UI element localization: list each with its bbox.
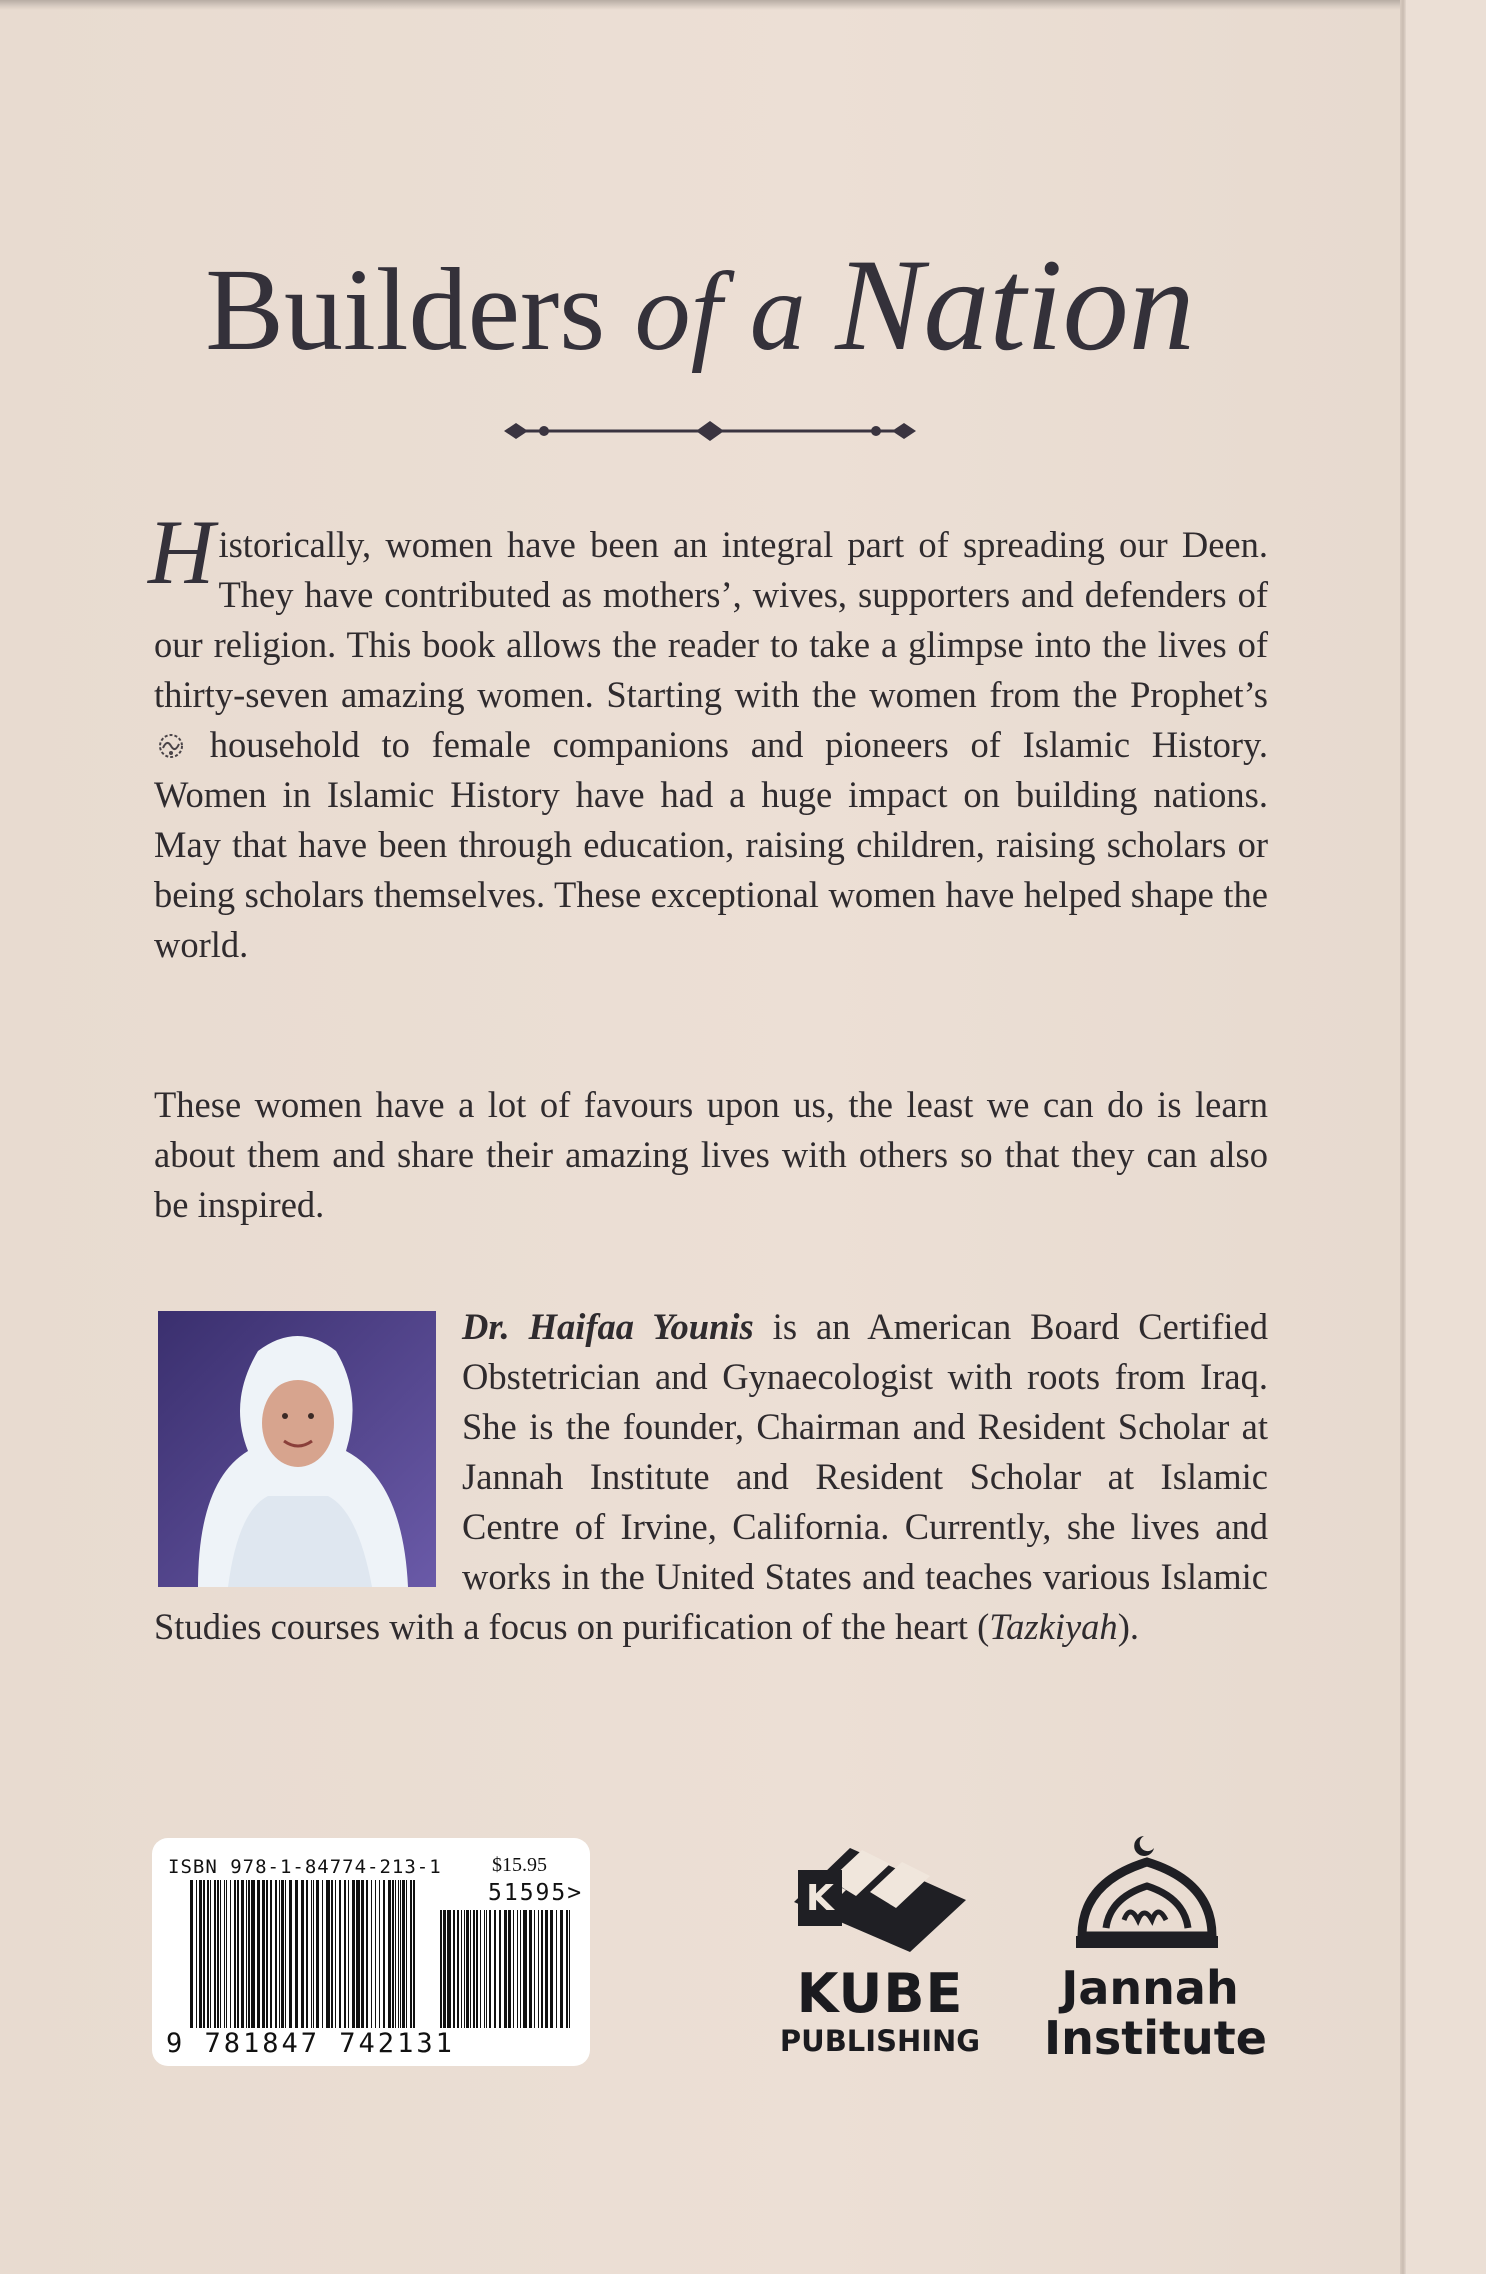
barcode-bar <box>210 1880 211 2028</box>
barcode-bar <box>281 1880 284 2028</box>
barcode-bar <box>214 1880 216 2028</box>
top-edge-shadow <box>0 0 1486 10</box>
barcode-bar <box>541 1910 543 2028</box>
barcode-bar <box>504 1910 507 2028</box>
tazkiyah-term: Tazkiyah <box>989 1606 1118 1647</box>
barcode-bar <box>352 1880 355 2028</box>
barcode-bar <box>545 1910 548 2028</box>
barcode-bar <box>326 1880 330 2028</box>
isbn-barcode <box>152 1838 590 2066</box>
barcode-bar <box>224 1880 225 2028</box>
barcode-bar <box>270 1880 272 2028</box>
barcode-bar <box>566 1910 568 2028</box>
description-paragraph <box>148 501 1268 970</box>
title-part-builders: Builders <box>205 244 606 375</box>
barcode-bar <box>279 1880 280 2028</box>
title-divider-ornament <box>500 414 920 448</box>
barcode-bar <box>443 1910 446 2028</box>
barcode-bar <box>295 1880 298 2028</box>
barcode-bar <box>489 1910 491 2028</box>
barcode-bar <box>480 1910 481 2028</box>
barcode-bar <box>348 1880 349 2028</box>
ean-digits: 9 781847 742131 <box>166 2028 455 2059</box>
barcode-bar <box>316 1880 319 2028</box>
price-addon-bars <box>440 1910 572 2028</box>
barcode-bar <box>217 1880 219 2028</box>
jannah-wordmark: Jannah <box>1061 1961 1239 2015</box>
barcode-bar <box>199 1880 202 2028</box>
barcode-bar <box>517 1910 518 2028</box>
barcode-bar <box>361 1880 364 2028</box>
barcode-bar <box>322 1880 323 2028</box>
barcode-bar <box>513 1910 514 2028</box>
barcode-bar <box>237 1880 239 2028</box>
barcode-bar <box>371 1880 372 2028</box>
barcode-bar <box>476 1910 478 2028</box>
barcode-bar <box>569 1910 570 2028</box>
book-title <box>0 230 1400 387</box>
barcode-bar <box>473 1910 475 2028</box>
barcode-bar <box>196 1880 197 2028</box>
barcode-bar <box>203 1880 205 2028</box>
ean-barcode-bars <box>190 1880 416 2028</box>
jannah-institute-logo-icon <box>1062 1828 1232 1962</box>
barcode-bar <box>398 1880 399 2028</box>
barcode-bar <box>529 1910 532 2028</box>
barcode-bar <box>406 1880 407 2028</box>
barcode-bar <box>560 1910 563 2028</box>
drop-cap: H <box>148 501 215 603</box>
barcode-bar <box>494 1910 496 2028</box>
barcode-bar <box>220 1880 221 2028</box>
author-bio-end: ). <box>1117 1606 1139 1647</box>
barcode-bar <box>301 1880 304 2028</box>
barcode-bar <box>388 1880 391 2028</box>
barcode-bar <box>226 1880 227 2028</box>
barcode-bar <box>306 1880 308 2028</box>
institute-wordmark: Institute <box>1044 2011 1267 2065</box>
barcode-bar <box>356 1880 360 2028</box>
barcode-bar <box>440 1910 442 2028</box>
barcode-bar <box>190 1880 193 2028</box>
barcode-bar <box>402 1880 405 2028</box>
author-bio-text: is an American Board Certified Obstetrician and Gynaecologist with roots from Iraq. She is the founder, Chairman and Resident Scholar at Jannah Institute and Resident Scholar at Islamic Centre of Irvine, California. Currently, she lives and works in the United States and teaches various Islamic Studies courses with a focus on purification of the heart ( <box>154 1306 1268 1647</box>
barcode-bar <box>234 1880 236 2028</box>
barcode-bar <box>230 1880 231 2028</box>
barcode-bar <box>486 1910 487 2028</box>
barcode-bar <box>523 1910 527 2028</box>
barcode-bar <box>395 1880 396 2028</box>
barcode-bar <box>550 1910 553 2028</box>
barcode-bar <box>383 1880 385 2028</box>
barcode-bar <box>311 1880 312 2028</box>
barcode-bar <box>285 1880 286 2028</box>
barcode-bar <box>251 1880 255 2028</box>
barcode-bar <box>534 1910 535 2028</box>
isbn-label: ISBN 978-1-84774-213-1 <box>168 1856 442 1878</box>
barcode-bar <box>262 1880 265 2028</box>
barcode-bar <box>248 1880 250 2028</box>
barcode-bar <box>464 1910 465 2028</box>
barcode-bar <box>339 1880 341 2028</box>
barcode-bar <box>453 1910 455 2028</box>
barcode-bar <box>461 1910 462 2028</box>
barcode-bar <box>413 1880 415 2028</box>
barcode-bar <box>499 1910 501 2028</box>
barcode-bar <box>470 1910 471 2028</box>
svg-text:K: K <box>806 1878 834 1919</box>
barcode-bar <box>207 1880 209 2028</box>
author-bio <box>154 1302 1268 1652</box>
title-part-of-a: of a <box>634 250 806 374</box>
barcode-bar <box>379 1880 380 2028</box>
barcode-bar <box>538 1910 539 2028</box>
barcode-bar <box>484 1910 485 2028</box>
barcode-bar <box>275 1880 277 2028</box>
barcode-bar <box>466 1910 469 2028</box>
barcode-bar <box>556 1910 557 2028</box>
description-text-part2: household to female companions and pioneers of Islamic History. Women in Islamic History have had a huge impact on building nations. May that have been through education, raising children, raising scholars or being scholars themselves. These exceptional women have helped shape the world. <box>154 724 1268 965</box>
closing-paragraph <box>154 1080 1268 1230</box>
barcode-bar <box>241 1880 244 2028</box>
barcode-bar <box>313 1880 314 2028</box>
barcode-bar <box>410 1880 412 2028</box>
barcode-bar <box>266 1880 268 2028</box>
barcode-bar <box>257 1880 260 2028</box>
author-name: Dr. Haifaa Younis <box>462 1306 754 1347</box>
barcode-bar <box>289 1880 292 2028</box>
barcode-bar <box>344 1880 346 2028</box>
barcode-bar <box>400 1880 401 2028</box>
kube-publishing-label: PUBLISHING <box>779 2024 981 2058</box>
barcode-bar <box>508 1910 511 2028</box>
author-photo <box>158 1311 436 1587</box>
barcode-bar <box>331 1880 333 2028</box>
barcode-bar <box>392 1880 394 2028</box>
description-text-part1: istorically, women have been an integral part of spreading our Deen. They have contributed as mothers’, wives, supporters and defenders of our religion. This book allows the reader to take a glimpse into the lives of thirty-seven amazing women. Starting with the women from the Prophet’s <box>154 524 1268 715</box>
price-label: $15.95 <box>492 1854 547 1876</box>
kube-publishing-logo-icon <box>790 1840 970 1952</box>
spine-hinge <box>1406 0 1486 2274</box>
barcode-bar <box>366 1880 368 2028</box>
barcode-bar <box>335 1880 336 2028</box>
price-addon-digits: 51595> <box>488 1880 584 1906</box>
barcode-bar <box>246 1880 247 2028</box>
barcode-bar <box>375 1880 376 2028</box>
barcode-bar <box>447 1910 451 2028</box>
title-part-nation: Nation <box>835 231 1195 378</box>
barcode-bar <box>457 1910 459 2028</box>
closing-text: These women have a lot of favours upon us, the least we can do is learn about them and share their amazing lives with others so that they can also be inspired. <box>154 1084 1268 1225</box>
salawat-calligraphy-icon <box>154 731 188 761</box>
barcode-bar <box>520 1910 521 2028</box>
kube-wordmark: KUBE <box>796 1962 964 2025</box>
